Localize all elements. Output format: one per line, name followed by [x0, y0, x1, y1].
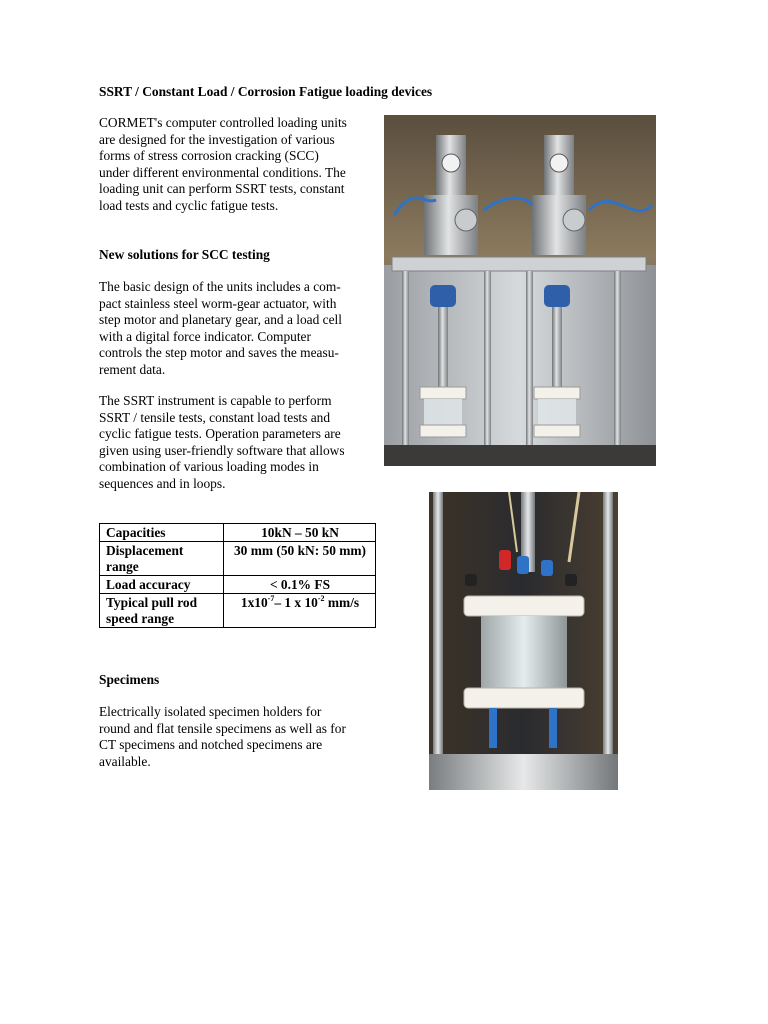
text-line: rement data.: [99, 361, 166, 377]
loading-units-illustration: [384, 115, 656, 466]
section-heading-specimens: Specimens: [99, 672, 160, 687]
specification-table: [99, 523, 376, 628]
table-cell-label: Typical pull rod speed range: [100, 594, 224, 628]
ssrt-paragraph: [99, 393, 363, 493]
text-line: Electrically isolated specimen holders for: [99, 704, 322, 719]
table-cell-label: Displacement range: [100, 542, 224, 576]
table-cell-value: 30 mm (50 kN: 50 mm): [224, 542, 376, 576]
text-line: CORMET's computer controlled loading units: [99, 115, 347, 130]
text-line: under different environmental conditions. The: [99, 164, 346, 180]
text-line: with a digital force indicator. Computer: [99, 328, 311, 344]
table-cell-label: Capacities: [100, 524, 224, 542]
text-line: are designed for the investigation of various: [99, 131, 335, 147]
speed-base: 1x10: [240, 595, 268, 610]
text-line: forms of stress corrosion cracking (SCC): [99, 148, 319, 164]
intro-paragraph: [99, 115, 363, 215]
text-line: sequences and in loops.: [99, 475, 226, 491]
speed-mid: – 1 x 10: [274, 595, 318, 610]
table-cell-label: Load accuracy: [100, 576, 224, 594]
loading-units-photo: [384, 115, 656, 466]
speed-unit: mm/s: [324, 595, 360, 610]
table-row: [100, 576, 376, 594]
specimen-cell-illustration: [429, 492, 618, 790]
text-line: controls the step motor and saves the measu-: [99, 345, 339, 361]
design-paragraph: [99, 279, 363, 379]
text-line: round and flat tensile specimens as well as for: [99, 720, 346, 736]
section-heading-scc: New solutions for SCC testing: [99, 247, 270, 262]
text-line: given using user-friendly software that allows: [99, 442, 345, 458]
table-cell-value: 10kN – 50 kN: [224, 524, 376, 542]
text-line: The SSRT instrument is capable to perform: [99, 393, 332, 408]
text-line: pact stainless steel worm-gear actuator, with: [99, 295, 337, 311]
speed-exponent: -7: [267, 593, 275, 603]
speed-exponent: -2: [317, 593, 325, 603]
text-line: CT specimens and notched specimens are: [99, 737, 323, 753]
text-line: available.: [99, 753, 151, 769]
table-row: [100, 542, 376, 576]
text-line: combination of various loading modes in: [99, 459, 319, 475]
table-cell-value: < 0.1% FS: [224, 576, 376, 594]
text-line: load tests and cyclic fatigue tests.: [99, 197, 279, 213]
table-row: [100, 594, 376, 628]
specimens-paragraph: [99, 704, 363, 770]
page-title: SSRT / Constant Load / Corrosion Fatigue loading devices: [99, 84, 433, 99]
text-line: step motor and planetary gear, and a load cell: [99, 312, 342, 328]
specimen-cell-photo: [429, 492, 618, 790]
text-line: cyclic fatigue tests. Operation parameters are: [99, 426, 341, 442]
table-cell-value: [224, 594, 376, 628]
table-row: [100, 524, 376, 542]
text-line: The basic design of the units includes a com-: [99, 279, 341, 294]
text-line: SSRT / tensile tests, constant load tests and: [99, 409, 331, 425]
text-line: loading unit can perform SSRT tests, constant: [99, 181, 345, 197]
